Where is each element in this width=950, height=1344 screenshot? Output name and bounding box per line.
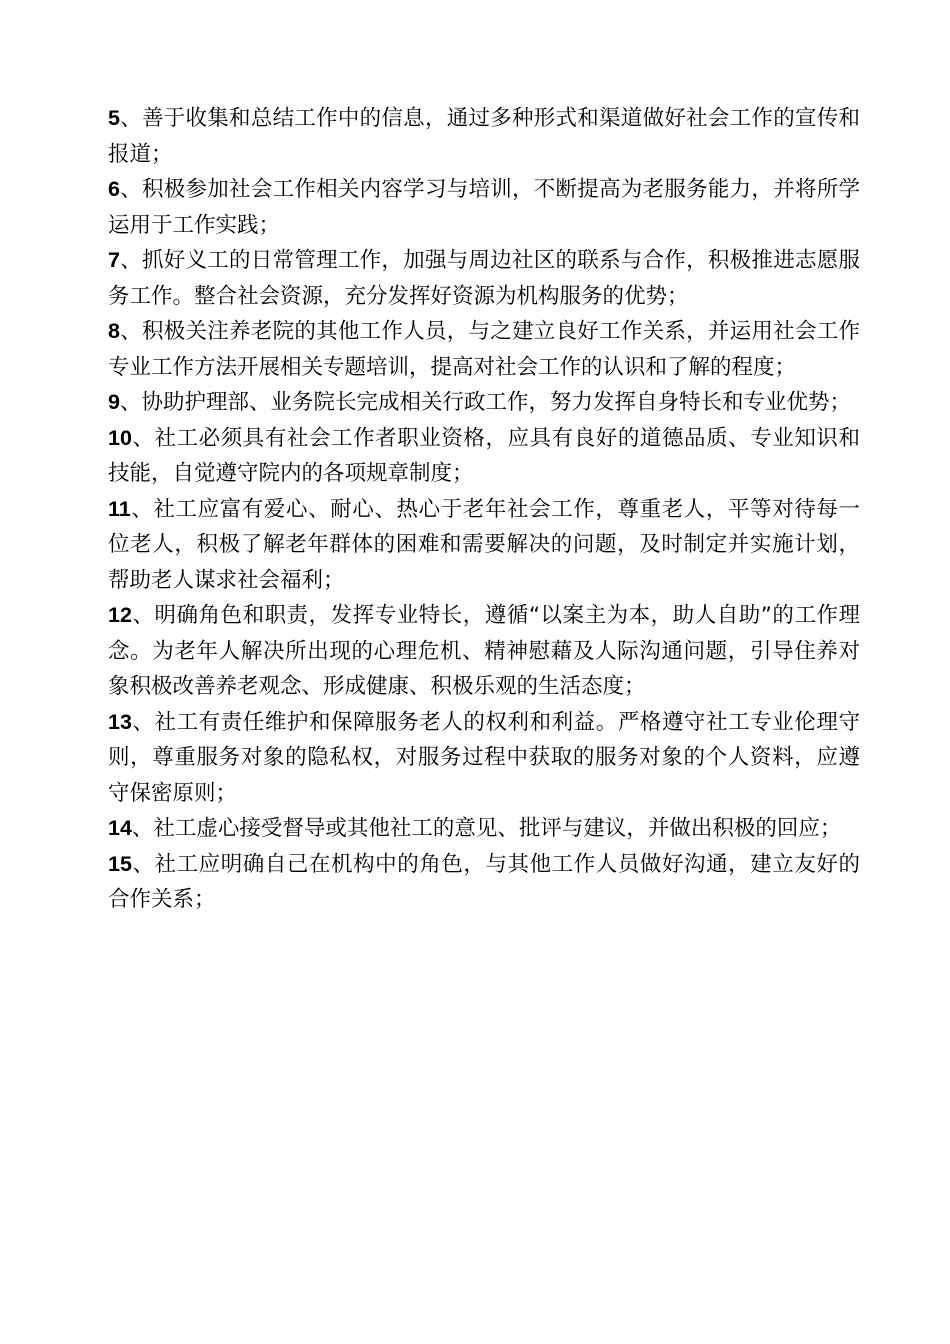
item-number: 14 (108, 816, 132, 840)
item-text: 、社工应明确自己在机构中的角色，与其他工作人员做好沟通，建立友好的合作关系； (108, 851, 860, 912)
item-text: 、社工必须具有社会工作者职业资格，应具有良好的道德品质、专业知识和技能，自觉遵守院内的各项规章制度； (108, 425, 860, 486)
item-number: 12 (108, 603, 132, 627)
list-item (108, 847, 860, 918)
item-text: 、积极参加社会工作相关内容学习与培训，不断提高为老服务能力，并将所学运用于工作实践； (108, 177, 860, 238)
document-body (108, 101, 860, 918)
item-number: 8 (108, 319, 120, 343)
item-number: 13 (108, 709, 132, 734)
list-item (108, 492, 860, 599)
list-item (108, 101, 860, 172)
item-text: 、社工应富有爱心、耐心、热心于老年社会工作，尊重老人，平等对待每一位老人，积极了解老年群体的困难和需要解决的问题，及时制定并实施计划，帮助老人谋求社会福利； (108, 496, 860, 593)
item-number: 11 (108, 496, 131, 521)
item-text: 、积极关注养老院的其他工作人员，与之建立良好工作关系，并运用社会工作专业工作方法开展相关专题培训，提高对社会工作的认识和了解的程度； (108, 319, 860, 380)
list-item (108, 314, 860, 385)
list-item (108, 172, 860, 243)
item-text: 、抓好义工的日常管理工作，加强与周边社区的联系与合作，积极推进志愿服务工作。整合社会资源，充分发挥好资源为机构服务的优势； (108, 248, 860, 309)
item-number: 5 (108, 106, 120, 130)
item-text: 、善于收集和总结工作中的信息，通过多种形式和渠道做好社会工作的宣传和报道； (108, 106, 860, 167)
list-item (108, 385, 860, 421)
item-text: 、社工有责任维护和保障服务老人的权利和利益。严格遵守社工专业伦理守则，尊重服务对象的隐私权，对服务过程中获取的服务对象的个人资料，应遵守保密原则； (108, 709, 860, 806)
list-item (108, 598, 860, 705)
item-text: 、社工虚心接受督导或其他社工的意见、批评与建议，并做出积极的回应； (131, 816, 842, 841)
item-number: 9 (108, 390, 120, 414)
item-number: 7 (108, 248, 120, 272)
item-number: 15 (108, 851, 132, 876)
item-number: 10 (108, 425, 132, 450)
list-item (108, 421, 860, 492)
item-text: 、协助护理部、业务院长完成相关行政工作，努力发挥自身特长和专业优势； (119, 390, 851, 415)
item-number: 6 (108, 177, 120, 201)
item-text: 、明确角色和职责，发挥专业特长，遵循“以案主为本，助人自助”的工作理念。为老年人解决所出现的心理危机、精神慰藉及人际沟通问题，引导住养对象积极改善养老观念、形成健康、积极乐观的生活态度； (108, 603, 860, 699)
list-item (108, 811, 860, 847)
list-item (108, 705, 860, 812)
list-item (108, 243, 860, 314)
